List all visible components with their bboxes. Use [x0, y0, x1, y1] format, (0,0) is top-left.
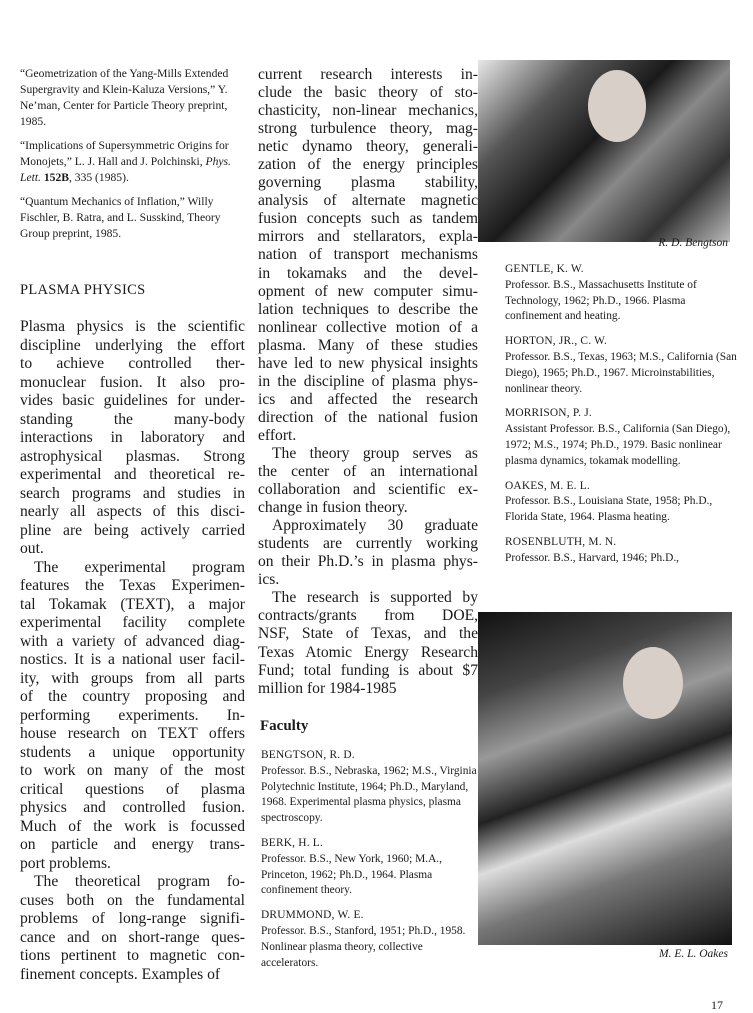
faculty-description: Professor. B.S., Massachusetts Institute of Technology, 1962; Ph.D., 1966. Plasma confinement and heating. [505, 278, 697, 323]
text-line: Approximately 30 graduate [272, 517, 478, 535]
text-line: collaboration and scientific ex- [258, 481, 478, 499]
faculty-description: Professor. B.S., Louisiana State, 1958; Ph.D., Florida State, 1964. Plasma heating. [505, 495, 713, 524]
faculty-description: Professor. B.S., Nebraska, 1962; M.S., Virginia Polytechnic Institute, 1964; Ph.D., Maryland, 1968. Experimental plasma physics, plasma spectroscopy. [261, 764, 477, 825]
reference-item: “Implications of Supersymmetric Origins for Monojets,” L. J. Hall and J. Polchinski, Phys. Lett. 152B, 335 (1985). [20, 139, 231, 184]
text-line: zation of the energy principles [258, 156, 478, 174]
text-line: astrophysical plasmas. Strong [20, 447, 245, 465]
faculty-entry [261, 748, 481, 827]
faculty-description: Professor. B.S., Texas, 1963; M.S., California (San Diego), 1965; Ph.D., 1967. Microinstabilities, nonlinear theory. [505, 350, 737, 395]
text-line: fusion concepts such as tandem [258, 210, 478, 228]
body-column-1 [20, 318, 245, 984]
text-line: nation of transport mechanisms [258, 246, 478, 264]
text-line: direction of the national fusion [258, 408, 478, 426]
text-line: cance and on short-range ques- [20, 928, 245, 946]
section-heading: PLASMA PHYSICS [20, 282, 146, 298]
photo-caption: M. E. L. Oakes [659, 948, 728, 960]
text-line: students a unique opportunity [20, 743, 245, 761]
faculty-entry [505, 535, 745, 567]
faculty-name: OAKES, M. E. L. [505, 479, 590, 492]
text-line: analysis of alternate magnetic [258, 192, 478, 210]
faculty-entry [505, 334, 745, 397]
faculty-list-a [261, 748, 481, 980]
faculty-entry [505, 406, 745, 469]
text-line: finement concepts. Examples of [20, 965, 221, 983]
faculty-entry [261, 908, 481, 971]
text-line: plasma. Many of these studies [258, 336, 478, 354]
text-line: critical questions of plasma [20, 780, 245, 798]
text-line: with a variety of advanced diag- [20, 632, 245, 650]
text-line: in the discipline of plasma phys- [258, 372, 478, 390]
text-line: current research interests in- [258, 66, 478, 83]
text-line: physics and controlled fusion. [20, 799, 245, 816]
faculty-entry [505, 262, 745, 325]
text-line: netic dynamo theory, generali- [258, 138, 478, 156]
faculty-name: BERK, H. L. [261, 836, 324, 849]
text-line: to achieve controlled ther- [20, 355, 245, 372]
faculty-list-b [505, 262, 745, 576]
text-line: The research is supported by [272, 589, 478, 607]
text-line: to work on many of the most [20, 762, 245, 779]
photo-oakes [478, 612, 732, 945]
text-line: million for 1984-1985 [258, 679, 397, 697]
body-column-2 [258, 66, 478, 698]
text-line: The theory group serves as [272, 444, 478, 462]
faculty-name: BENGTSON, R. D. [261, 749, 355, 761]
text-line: students are currently working [258, 535, 478, 553]
reference-item: “Geometrization of the Yang-Mills Extended Supergravity and Klein-Kaluza Versions,” Y. Ne’man, Center for Particle Theory preprint, 1985. [20, 67, 229, 128]
reference-item: “Quantum Mechanics of Inflation,” Willy Fischler, B. Ratra, and L. Susskind, Theory Group preprint, 1985. [20, 195, 221, 240]
text-line: features the Texas Experimen- [20, 577, 245, 594]
faculty-description: Professor. B.S., New York, 1960; M.A., Princeton, 1962; Ph.D., 1964. Plasma confinement theory. [261, 852, 443, 897]
text-line: Plasma physics is the scientific [20, 318, 245, 335]
faculty-entry [261, 836, 481, 899]
text-line: change in fusion theory. [258, 499, 408, 517]
faculty-heading: Faculty [260, 718, 309, 734]
photo-caption: R. D. Bengtson [658, 237, 728, 249]
faculty-name: MORRISON, P. J. [505, 407, 592, 420]
text-line: nearly all aspects of this disci- [20, 503, 245, 520]
text-line: pline are being actively carried [20, 521, 245, 539]
text-line: nostics. It is a national user facil- [20, 651, 245, 668]
text-line: chasticity, non-linear mechanics, [258, 102, 478, 120]
text-line: experimental facility complete [20, 614, 245, 631]
text-line: clude the basic theory of sto- [258, 84, 478, 102]
faculty-name: GENTLE, K. W. [505, 263, 584, 275]
text-line: governing plasma stability, [258, 174, 478, 192]
text-line: contracts/grants from DOE, [258, 607, 478, 625]
text-line: problems of long-range signifi- [20, 910, 245, 927]
text-line: discipline underlying the effort [20, 336, 245, 354]
text-line: The theoretical program fo- [34, 873, 245, 890]
text-line: strong turbulence theory, mag- [258, 120, 478, 138]
faculty-name: ROSENBLUTH, M. N. [505, 535, 617, 548]
text-line: standing the many-body [20, 410, 245, 428]
text-line: on their Ph.D.’s in plasma phys- [258, 553, 478, 571]
faculty-description: Assistant Professor. B.S., California (San Diego), 1972; M.S., 1974; Ph.D., 1979. Basic nonlinear plasma dynamics, tokamak modelling. [505, 423, 731, 467]
text-line: house research on TEXT offers [20, 725, 245, 742]
faculty-name: DRUMMOND, W. E. [261, 909, 364, 922]
text-line: lation techniques to describe the [258, 300, 478, 318]
text-line: opment of new computer simu- [258, 282, 478, 300]
faculty-entry [505, 479, 745, 526]
text-line: out. [20, 540, 44, 557]
text-line: nonlinear collective motion of a [258, 318, 478, 336]
text-line: experimental and theoretical re- [20, 466, 245, 483]
photo-bengtson [478, 60, 730, 242]
text-line: search programs and studies in [20, 484, 245, 502]
text-line: mirrors and stellarators, expla- [258, 228, 478, 246]
text-line: effort. [258, 426, 297, 444]
text-line: The experimental program [34, 558, 245, 576]
references-list [20, 66, 245, 250]
text-line: monuclear fusion. It also pro- [20, 373, 245, 391]
faculty-description: Professor. B.S., Harvard, 1946; Ph.D., [505, 551, 680, 564]
text-line: ics. [258, 571, 280, 589]
text-line: Fund; total funding is about $7 [258, 661, 478, 679]
text-line: the center of an international [258, 463, 478, 481]
faculty-description: Professor. B.S., Stanford, 1951; Ph.D., 1958. Nonlinear plasma theory, collective accelerators. [261, 924, 466, 969]
text-line: on particle and energy trans- [20, 836, 245, 853]
text-line: interactions in laboratory and [20, 429, 245, 446]
text-line: vides basic guidelines for under- [20, 392, 245, 409]
text-line: tions pertinent to magnetic con- [20, 947, 245, 964]
text-line: performing experiments. In- [20, 706, 245, 724]
text-line: have led to new physical insights [258, 354, 478, 372]
text-line: Texas Atomic Energy Research [258, 643, 478, 661]
text-line: ity, with groups from all parts [20, 669, 245, 687]
text-line: NSF, State of Texas, and the [258, 625, 478, 643]
text-line: Much of the work is focussed [20, 817, 245, 835]
faculty-name: HORTON, JR., C. W. [505, 335, 608, 348]
text-line: tal Tokamak (TEXT), a major [20, 595, 245, 613]
text-line: port problems. [20, 854, 111, 872]
text-line: ics and affected the research [258, 390, 478, 408]
text-line: of the country proposing and [20, 688, 245, 705]
text-line: cuses both on the fundamental [20, 891, 245, 909]
page-number: 17 [711, 998, 723, 1012]
text-line: in tokamaks and the devel- [258, 264, 478, 282]
